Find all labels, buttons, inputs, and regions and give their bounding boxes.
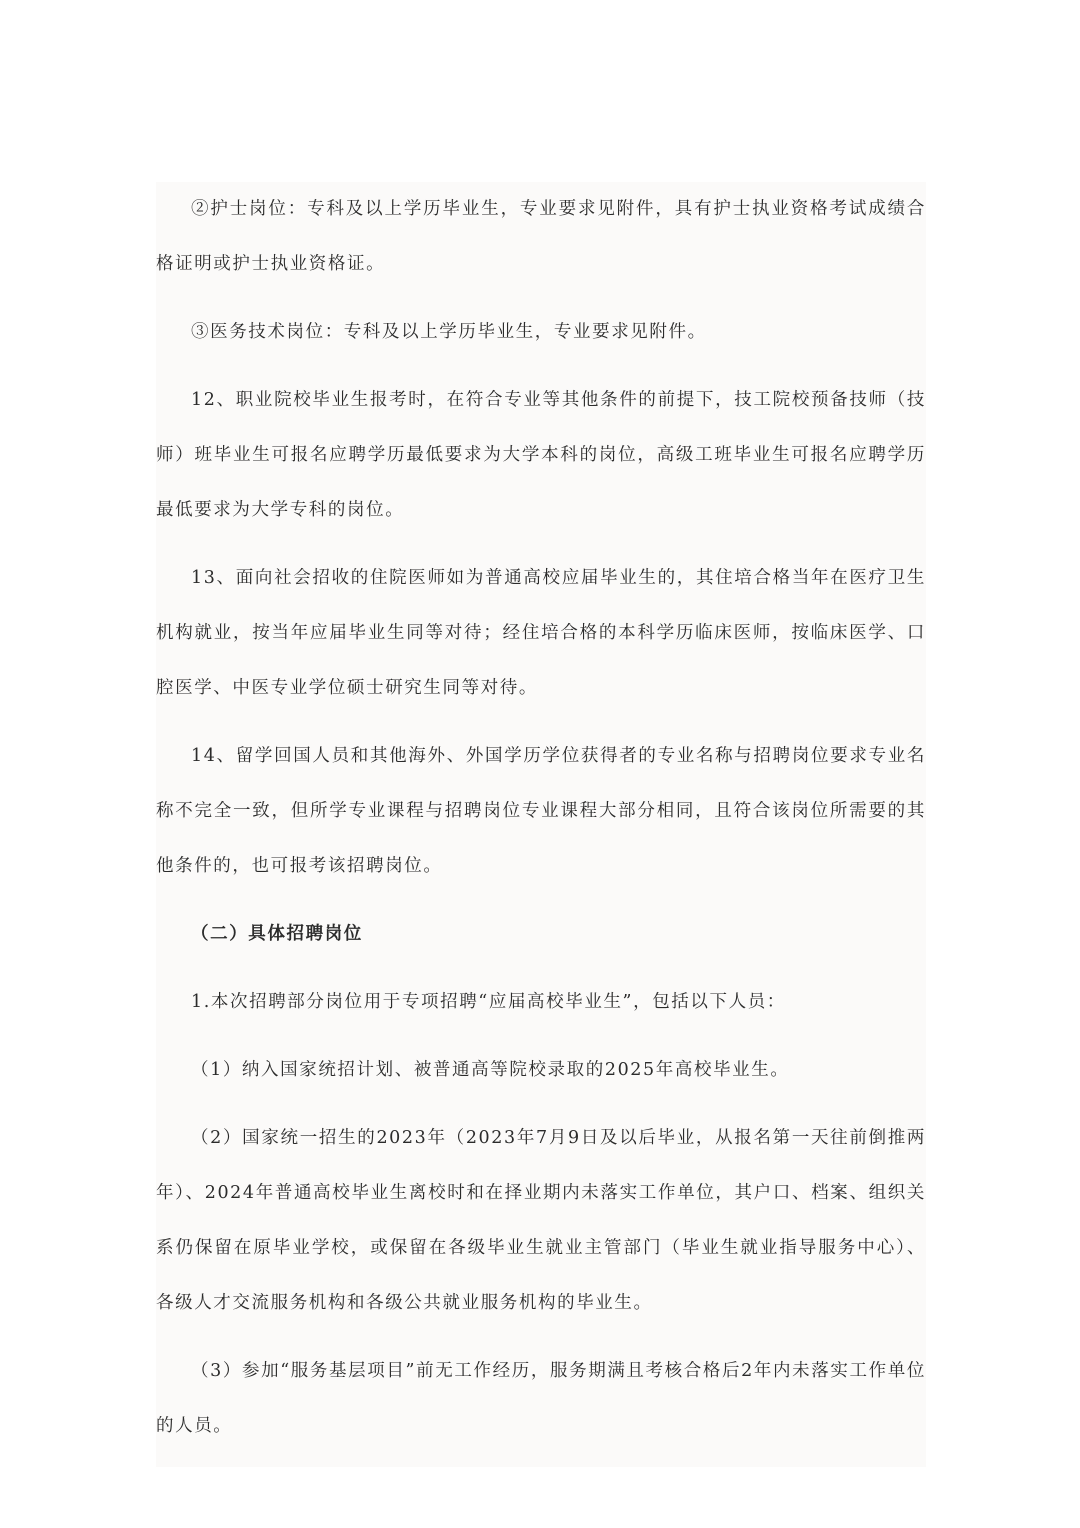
paragraph-special-recruitment: 1.本次招聘部分岗位用于专项招聘“应届高校毕业生”，包括以下人员：	[191, 992, 786, 1012]
section-heading-positions: （二）具体招聘岗位	[191, 924, 363, 944]
document-body	[156, 182, 926, 1467]
paragraph-sub-1: （1）纳入国家统招计划、被普通高等院校录取的2025年高校毕业生。	[191, 1060, 790, 1080]
paragraph-item-14: 14、留学回国人员和其他海外、外国学历学位获得者的专业名称与招聘岗位要求专业名称不完全一致，但所学专业课程与招聘岗位专业课程大部分相同，且符合该岗位所需要的其他条件的，也可报考该招聘岗位。	[156, 746, 926, 876]
paragraph-item-12: 12、职业院校毕业生报考时，在符合专业等其他条件的前提下，技工院校预备技师（技师）班毕业生可报名应聘学历最低要求为大学本科的岗位，高级工班毕业生可报名应聘学历最低要求为大学专科的岗位。	[156, 390, 926, 520]
paragraph-item-13: 13、面向社会招收的住院医师如为普通高校应届毕业生的，其住培合格当年在医疗卫生机构就业，按当年应届毕业生同等对待；经住培合格的本科学历临床医师，按临床医学、口腔医学、中医专业学位硕士研究生同等对待。	[156, 568, 926, 698]
paragraph-sub-3: （3）参加“服务基层项目”前无工作经历，服务期满且考核合格后2年内未落实工作单位的人员。	[156, 1361, 926, 1436]
paragraph-sub-2: （2）国家统一招生的2023年（2023年7月9日及以后毕业，从报名第一天往前倒推两年）、2024年普通高校毕业生离校时和在择业期内未落实工作单位，其户口、档案、组织关系仍保留在原毕业学校，或保留在各级毕业生就业主管部门（毕业生就业指导服务中心）、各级人才交流服务机构和各级公共就业服务机构的毕业生。	[156, 1128, 926, 1313]
paragraph-medical-tech-post: ③医务技术岗位：专科及以上学历毕业生，专业要求见附件。	[191, 322, 707, 342]
paragraph-nurse-post: ②护士岗位：专科及以上学历毕业生，专业要求见附件，具有护士执业资格考试成绩合格证明或护士执业资格证。	[156, 199, 926, 274]
